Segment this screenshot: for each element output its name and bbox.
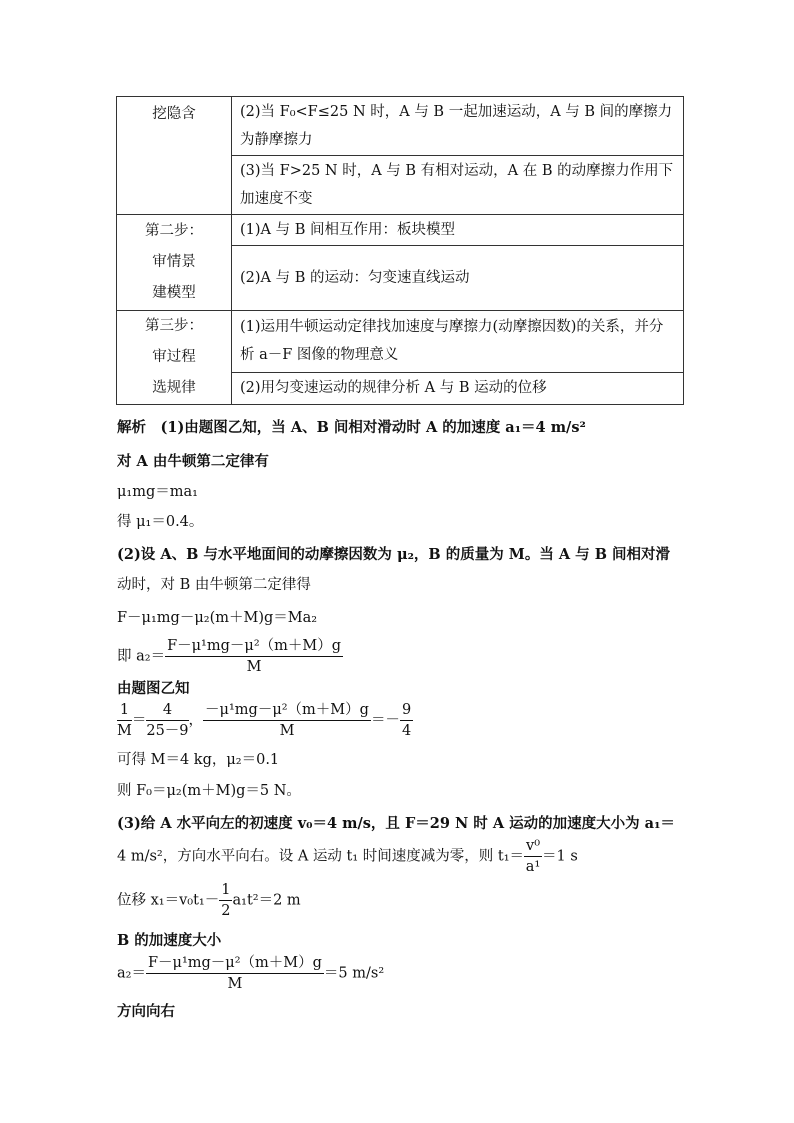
step-label: 审过程 <box>152 349 196 365</box>
fraction <box>146 700 188 741</box>
equation-line: μ₁mg＝ma₁ <box>117 484 198 500</box>
fraction-numerator: 4 <box>146 700 188 721</box>
fraction-numerator: 1 <box>117 700 132 721</box>
solution-line-1: 解析 (1)由题图乙知，当 A、B 间相对滑动时 A 的加速度 a₁＝4 m/s² <box>117 419 586 436</box>
fraction-denominator: M <box>117 723 132 739</box>
solution-line-5: (2)设 A、B 与水平地面间的动摩擦因数为 μ₂，B 的质量为 M。当 A 与 B 间相对滑 <box>117 546 671 563</box>
equals-sign: ＝－ <box>370 712 400 729</box>
content-cell: (1)运用牛顿运动定律找加速度与摩擦力(动摩擦因数)的关系，并分析 a－F 图像的物理意义 <box>232 311 684 373</box>
step-label: 第二步： <box>145 223 203 239</box>
fraction <box>203 700 371 741</box>
fraction-numerator: －μ¹mg－μ²（m＋M）g <box>203 700 371 721</box>
fraction-denominator: 2 <box>221 903 231 919</box>
equation-suffix: ＝5 m/s² <box>323 965 385 982</box>
fraction-numerator: F－μ¹mg－μ²（m＋M）g <box>165 636 343 657</box>
equation-prefix: 4 m/s²，方向水平向右。设 A 运动 t₁ 时间速度减为零，则 t₁＝ <box>117 848 525 865</box>
content-cell: (2)用匀变速运动的规律分析 A 与 B 运动的位移 <box>232 372 684 404</box>
equation-x1 <box>117 880 301 921</box>
content-cell: (3)当 F>25 N 时，A 与 B 有相对运动，A 在 B 的动摩擦力作用下加速度不变 <box>232 156 684 215</box>
fraction-numerator: F－μ¹mg－μ²（m＋M）g <box>146 953 324 974</box>
solution-line-16: B 的加速度大小 <box>117 932 222 949</box>
fraction-numerator: v⁰ <box>524 836 542 857</box>
result-line: 可得 M＝4 kg，μ₂＝0.1 <box>117 752 280 768</box>
equation-prefix: 即 a₂＝ <box>117 648 166 665</box>
solution-line-2: 对 A 由牛顿第二定律有 <box>117 453 269 470</box>
table-row <box>117 311 684 373</box>
fraction-denominator: M <box>227 976 243 992</box>
content-cell: (2)当 F₀<F≤25 N 时，A 与 B 一起加速运动，A 与 B 间的摩擦力为静摩擦力 <box>232 97 684 156</box>
fraction-denominator: a¹ <box>525 859 541 875</box>
content-cell: (2)A 与 B 的运动：匀变速直线运动 <box>232 246 684 311</box>
step-label: 审情景 <box>152 254 196 270</box>
equation-slopes <box>117 700 413 741</box>
equation-suffix: a₁t²＝2 m <box>232 892 301 909</box>
fraction-denominator: M <box>279 723 295 739</box>
table-row <box>117 215 684 246</box>
equals-sign: ＝ <box>131 712 147 729</box>
fraction-denominator: M <box>246 659 262 675</box>
result-line: 则 F₀＝μ₂(m＋M)g＝5 N。 <box>117 783 301 799</box>
fraction-denominator: 25－9 <box>146 723 189 739</box>
result-line: 得 μ₁＝0.4。 <box>117 514 204 530</box>
fraction <box>117 700 132 741</box>
step-cell <box>117 311 232 405</box>
fraction <box>146 953 324 994</box>
fraction-numerator: 9 <box>400 700 413 721</box>
fraction <box>165 636 343 677</box>
content-cell: (1)A 与 B 间相互作用：板块模型 <box>232 215 684 246</box>
comma: ， <box>188 712 204 729</box>
equation-prefix: 位移 x₁＝v₀t₁－ <box>117 892 220 909</box>
equation-line: F－μ₁mg－μ₂(m＋M)g＝Ma₂ <box>117 610 318 626</box>
fraction-numerator: 1 <box>219 880 232 901</box>
analysis-table <box>116 96 684 405</box>
equation-a2 <box>117 636 343 677</box>
step-label: 选规律 <box>152 380 196 396</box>
solution-line-9: 由题图乙知 <box>117 680 190 697</box>
step-label: 建模型 <box>152 285 196 301</box>
fraction <box>219 880 232 921</box>
equation-prefix: a₂＝ <box>117 965 146 982</box>
step-cell <box>117 215 232 311</box>
fraction <box>400 700 413 741</box>
solution-line-13: (3)给 A 水平向左的初速度 v₀＝4 m/s，且 F＝29 N 时 A 运动的加速度大小为 a₁＝ <box>117 815 675 832</box>
fraction <box>524 836 542 877</box>
equation-a2-value <box>117 953 384 994</box>
solution-line-18: 方向向右 <box>117 1003 175 1020</box>
step-label: 第三步： <box>145 318 203 334</box>
table-row <box>117 97 684 156</box>
solution-line-6: 动时，对 B 由牛顿第二定律得 <box>117 577 311 593</box>
step-label: 挖隐含 <box>152 106 196 122</box>
equation-suffix: ＝1 s <box>542 848 578 865</box>
fraction-denominator: 4 <box>401 723 412 739</box>
equation-t1 <box>117 836 578 877</box>
step-cell <box>117 97 232 215</box>
